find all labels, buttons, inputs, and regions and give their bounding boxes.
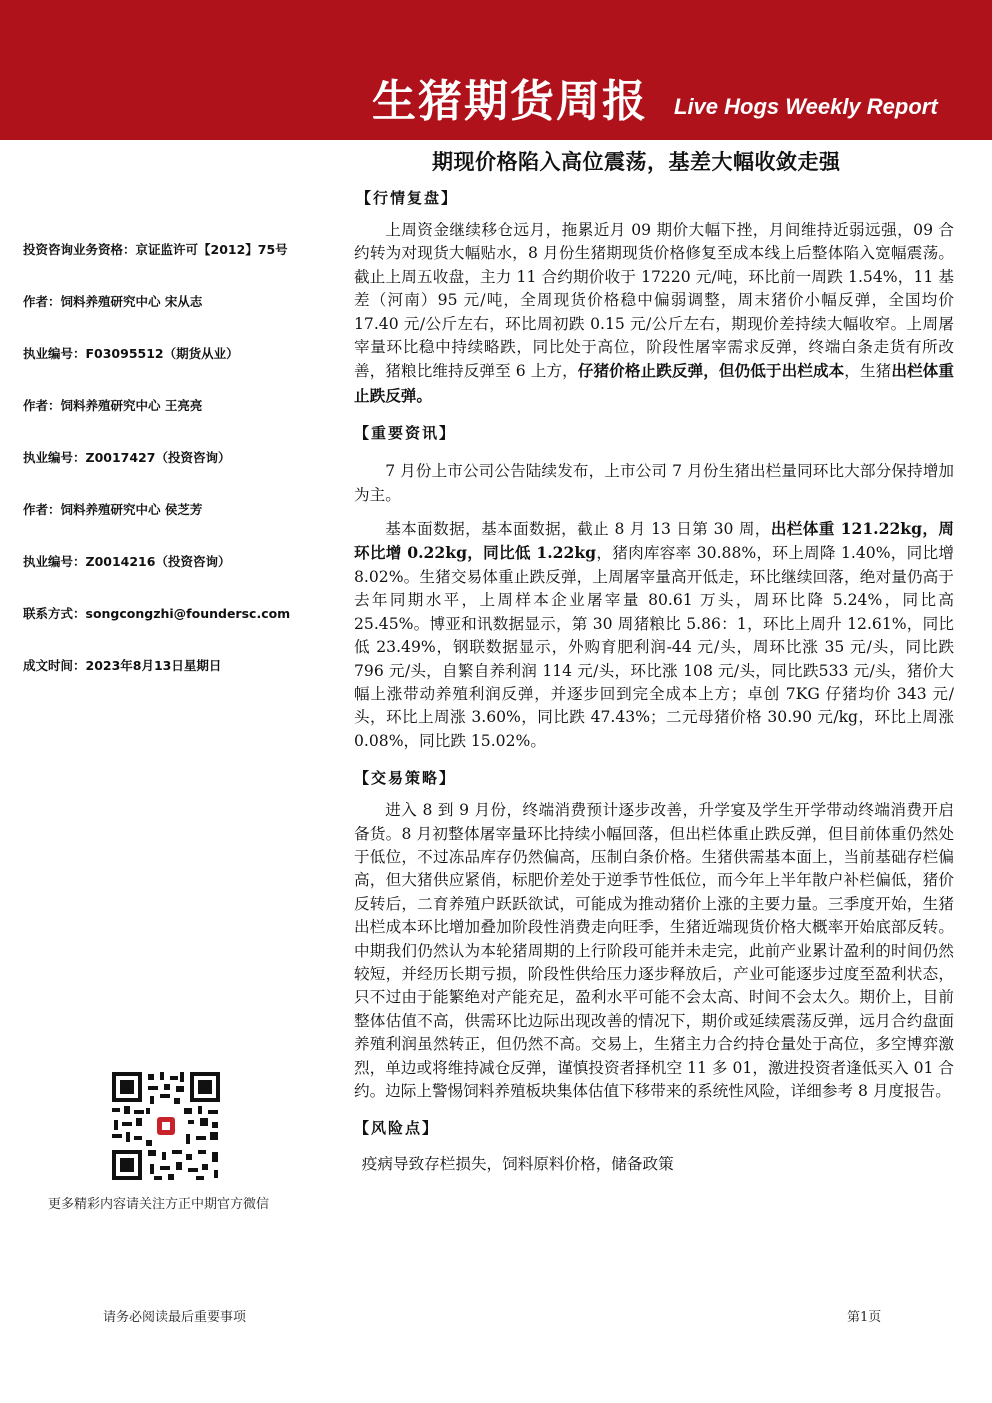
license-line: 执业编号：Z0017427（投资咨询） (23, 450, 231, 465)
author-info-sidebar (23, 240, 333, 708)
date-line: 成文时间：2023年8月13日星期日 (23, 658, 222, 673)
bold-text: 仔猪价格止跌反弹，但仍低于出栏成本 (577, 361, 845, 381)
news-paragraph: 7 月份上市公司公告陆续发布，上市公司 7 月份生猪出栏量同环比大部分保持增加为主。 (354, 462, 954, 504)
section-heading-strategy: 【交易策略】 (354, 769, 457, 788)
report-banner (0, 0, 992, 140)
qr-caption: 更多精彩内容请关注方正中期官方微信 (48, 1197, 270, 1212)
report-subtitle: Live Hogs Weekly Report (674, 94, 938, 119)
headline: 期现价格陷入高位震荡，基差大幅收敛走强 (432, 150, 841, 174)
paragraph-text: 基本面数据，基本面数据，截止 8 月 13 日第 30 周， (385, 520, 771, 539)
section-heading-news: 【重要资讯】 (354, 424, 457, 443)
license-line: 执业编号：Z0014216（投资咨询） (23, 554, 231, 569)
bold-text: 出栏体重止跌反弹。 (354, 361, 954, 405)
paragraph-text: ，猪肉库容率 30.88%，环上周降 1.40%，同比增 8.02%。生猪交易体重止跌反弹，上周屠宰量高开低走，环比继续回落，绝对量仍高于去年同期水平，上周样本企业屠宰量 80.61 万头，周环比降 5.24%，同比高 25.45%。博亚和讯数据显示，第 30 周猪粮比 5.86：1，环比上周升 12.61%，同比低 23.49%，钢联数据显示，外购育肥利润-44 元/头，周环比涨 35 元/头，同比跌 796 元/头，自繁自养利润 114 元/头，环比涨 108 元/头，同比跌533 元/头，猪价大幅上涨带动养殖利润反弹，并逐步回到完全成本上方；卓创 7KG 仔猪均价 343 元/头，环比上周涨 3.60%，同比跌 47.43%；二元母猪价格 30.90 元/kg，环比上周涨 0.08%，同比跌 15.02%。 (354, 544, 954, 750)
wechat-qr-code (110, 1070, 222, 1182)
paragraph-text: ，生猪 (844, 362, 892, 381)
license-line: 执业编号：F03095512（期货从业） (23, 346, 239, 361)
news-data-paragraph (354, 517, 954, 753)
report-title: 生猪期货周报 (372, 76, 648, 127)
contact-line: 联系方式：songcongzhi@foundersc.com (23, 606, 291, 621)
qualification-line: 投资咨询业务资格：京证监许可【2012】75号 (23, 242, 288, 257)
author-line: 作者：饲料养殖研究中心 侯芝芳 (23, 502, 203, 517)
section-heading-market-review: 【行情复盘】 (356, 189, 459, 207)
report-body (354, 185, 954, 1177)
section-heading-risk: 【风险点】 (354, 1119, 440, 1138)
risk-paragraph: 疫病导致存栏损失，饲料原料价格，储备政策 (361, 1155, 674, 1174)
author-line: 作者：饲料养殖研究中心 宋从志 (23, 294, 203, 309)
paragraph-text: 上周资金继续移仓远月，拖累近月 09 期价大幅下挫，月间维持近弱远强，09 合约转为对现货大幅贴水，8 月份生猪期现货价格修复至成本线上后整体陷入宽幅震荡。截止上周五收盘，主力 11 合约期价收于 17220 元/吨，环比前一周跌 1.54%，11 基差（河南）95 元/吨，全周现货价格稳中偏弱调整，周末猪价小幅反弹，全国均价 17.40 元/公斤左右，环比周初跌 0.15 元/公斤左右，期现价差持续大幅收窄。上周屠宰量环比稳中持续略跌，同比处于高位，阶段性屠宰需求反弹，终端白条走货有所改善，猪粮比维持反弹至 6 上方， (354, 221, 954, 381)
page-number: 第1页 (847, 1310, 882, 1325)
bold-text: 出栏体重 121.22kg，周环比增 0.22kg，同比低 1.22kg (354, 519, 954, 563)
strategy-paragraph: 进入 8 到 9 月份，终端消费预计逐步改善，升学宴及学生开学带动终端消费开启备货。8 月初整体屠宰量环比持续小幅回落，但出栏体重止跌反弹，但目前体重仍然处于低位，不过冻品库存仍然偏高，压制白条价格。生猪供需基本面上，当前基础存栏偏高，但大猪供应紧俏，标肥价差处于逆季节性低位，而今年上半年散户补栏偏低，猪价反转后，二育养殖户跃跃欲试，可能成为推动猪价上涨的主要力量。三季度开始，生猪出栏成本环比增加叠加阶段性消费走向旺季，生猪近端现货价格大概率开始底部反转。中期我们仍然认为本轮猪周期的上行阶段可能并未走完，此前产业累计盈利的时间仍然较短，并经历长期亏损，阶段性供给压力逐步释放后，产业可能逐步过度至盈利状态，只不过由于能繁绝对产能充足，盈利水平可能不会太高、时间不会太久。期价上，目前整体估值不高，供需环比边际出现改善的情况下，期价或延续震荡反弹，远月合约盘面养殖利润虽然转正，但仍然不高。交易上，生猪主力合约持仓量处于高位，多空博弈激烈，单边或将维持减仓反弹，谨慎投资者择机空 11 多 01，激进投资者逢低买入 01 合约。边际上警惕饲料养殖板块集体估值下移带来的系统性风险，详细参考 8 月度报告。 (354, 801, 954, 1100)
market-review-paragraph (354, 219, 954, 408)
author-line: 作者：饲料养殖研究中心 王亮亮 (23, 398, 203, 413)
footer-disclaimer: 请务必阅读最后重要事项 (103, 1310, 247, 1325)
